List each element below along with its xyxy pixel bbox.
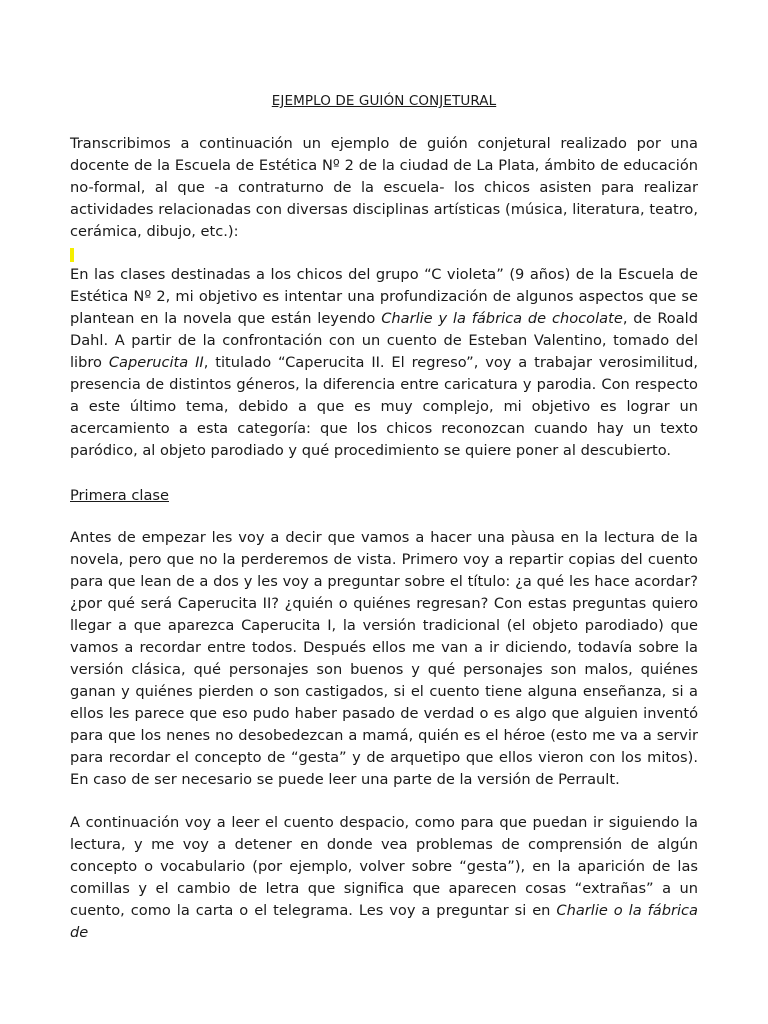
first-class-paragraph: Antes de empezar les voy a decir que vamos a hacer una pàusa en la lectura de la novela, pero que no la perderemos de vista. Primero voy a repartir copias del cuento para que lean de a dos y les voy a preguntar sobre el título: ¿a qué les hace acordar? ¿por qué será Caperucita II? ¿quién o quiénes regresan? Con estas preguntas quiero llegar a que aparezca Caperucita I, la versión tradicional (el objeto parodiado) que vamos a recordar entre todos. Después ellos me van a ir diciendo, todavía sobre la versión clásica, qué personajes son buenos y qué personajes son malos, quiénes ganan y quiénes pierden o son castigados, si el cuento tiene alguna enseñanza, si a ellos les parece que eso pudo haber pasado de verdad o es algo que alguien inventó para que los nenes no desobedezcan a mamá, quién es el héroe (esto me va a servir para recordar el concepto de “gesta” y de arquetipo que ellos vieron con los mitos). En caso de ser necesario se puede leer una parte de la versión de Perrault. — [70, 529, 698, 788]
objective-text-2: , de Roald Dahl. A partir de la confrontación con un cuento de Esteban Valentino, tomado del libro — [70, 310, 698, 371]
intro-paragraph: Transcribimos a continuación un ejemplo de guión conjetural realizado por una docente de la Escuela de Estética Nº 2 de la ciudad de La Plata, ámbito de educación no-formal, al que -a contraturno de la escuela- los chicos asisten para realizar actividades relacionadas con diversas disciplinas artísticas (música, literatura, teatro, cerámica, dibujo, etc.): — [70, 135, 698, 240]
objective-text-3: , titulado “Caperucita II. El regreso”, voy a trabajar verosimilitud, presencia de distintos géneros, la diferencia entre caricatura y parodia. Con respecto a este último tema, debido a que es muy complejo, mi objetivo es lograr un acercamiento a esta categoría: que los chicos reconozcan cuando hay un texto paródico, al objeto parodiado y qué procedimiento se quiere poner al descubierto. — [70, 354, 698, 459]
document-title: EJEMPLO DE GUIÓN CONJETURAL — [271, 93, 497, 109]
novel-title-partial: Charlie o la fábrica de — [70, 902, 698, 941]
novel-title: Charlie y la fábrica de chocolate — [381, 310, 623, 327]
reading-text: A continuación voy a leer el cuento despacio, como para que puedan ir siguiendo la lectura, y me voy a detener en donde vea problemas de comprensión de algún concepto o vocabulario (por ejemplo, volver sobre “gesta”), en la aparición de las comillas y el cambio de letra que significa que aparecen cosas “extrañas” a un cuento, como la carta o el telegrama. Les voy a preguntar si en — [70, 814, 698, 919]
objective-text-1: En las clases destinadas a los chicos del grupo “C violeta” (9 años) de la Escuela de Estética Nº 2, mi objetivo es intentar una profundización de algunos aspectos que se plantean en la novela que están leyendo — [70, 266, 698, 327]
reading-paragraph — [70, 812, 698, 944]
text-cursor-highlight — [70, 248, 74, 262]
book-title: Caperucita II — [108, 354, 204, 371]
objective-paragraph — [70, 264, 698, 462]
section-heading: Primera clase — [70, 487, 169, 504]
